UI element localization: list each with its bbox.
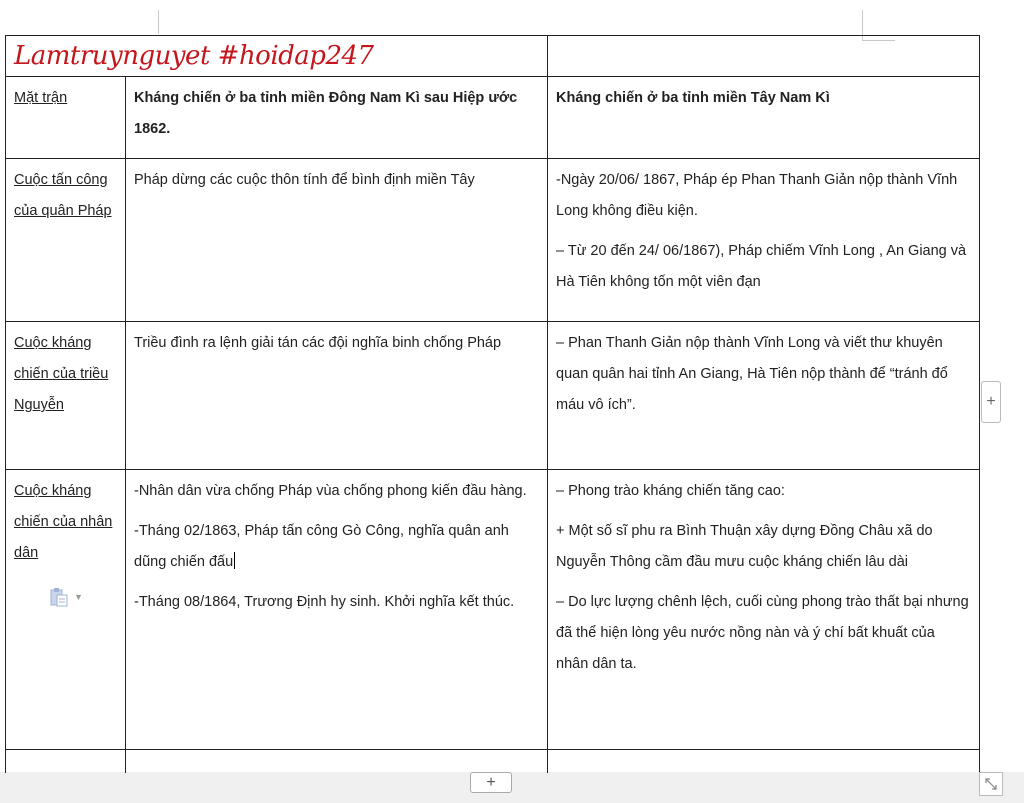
west-paragraph: + Một số sĩ phu ra Bình Thuận xây dựng Đồng Châu xã do Nguyễn Thông cầm đầu mưu cuộc kháng chiến lâu dài [556, 523, 933, 570]
watermark-cell[interactable] [6, 36, 548, 77]
resize-handle[interactable] [979, 772, 1003, 796]
plus-icon: + [986, 393, 996, 410]
editor-bottom-bar [0, 772, 1024, 803]
west-cell[interactable] [548, 322, 980, 470]
document-table [5, 35, 980, 773]
empty-cell[interactable] [548, 750, 980, 773]
resize-icon [984, 777, 998, 791]
header-west-label: Kháng chiến ở ba tỉnh miền Tây Nam Kì [556, 90, 830, 106]
east-paragraph [134, 516, 539, 578]
west-paragraph: – Do lực lượng chênh lệch, cuối cùng phong trào thất bại nhưng đã thể hiện lòng yêu nước nồng nàn và ý chí bất khuất của nhân dân ta. [556, 594, 969, 672]
table-empty-row [6, 750, 980, 773]
add-column-button[interactable] [981, 381, 1001, 423]
header-front-label: Mặt trận [14, 90, 68, 106]
west-paragraph: -Ngày 20/06/ 1867, Pháp ép Phan Thanh Giản nộp thành Vĩnh Long không điều kiện. [556, 172, 958, 219]
header-cell-west[interactable] [548, 77, 980, 159]
text-cursor [234, 552, 235, 569]
empty-title-cell[interactable] [548, 36, 980, 77]
east-paragraph: Pháp dừng các cuộc thôn tính để bình định miền Tây [134, 172, 475, 188]
table-row [6, 159, 980, 322]
table-row [6, 470, 980, 750]
header-cell-front[interactable] [6, 77, 126, 159]
east-cell[interactable] [126, 322, 548, 470]
row-label-cell[interactable] [6, 470, 126, 750]
row-label: Cuộc tấn công của quân Pháp [14, 172, 112, 219]
west-paragraph: – Phong trào kháng chiến tăng cao: [556, 483, 785, 499]
paste-options-icon [50, 587, 68, 607]
east-paragraph: -Tháng 08/1864, Trương Định hy sinh. Khởi nghĩa kết thúc. [134, 594, 515, 610]
west-cell[interactable] [548, 470, 980, 750]
west-paragraph: – Phan Thanh Giản nộp thành Vĩnh Long và viết thư khuyên quan quân hai tỉnh An Giang, Hà Tiên nộp thành để “tránh đổ máu vô ích”. [556, 335, 948, 413]
east-paragraph: Triều đình ra lệnh giải tán các đội nghĩa binh chống Pháp [134, 335, 502, 351]
east-cell[interactable] [126, 470, 548, 750]
table-row [6, 322, 980, 470]
west-cell[interactable] [548, 159, 980, 322]
table-header-row [6, 77, 980, 159]
west-paragraph: – Từ 20 đến 24/ 06/1867), Pháp chiếm Vĩnh Long , An Giang và Hà Tiên không tốn một viên đạn [556, 243, 967, 290]
watermark-signature: Lamtruynguyet #hoidap247 [14, 41, 374, 71]
empty-cell[interactable] [126, 750, 548, 773]
header-cell-east[interactable] [126, 77, 548, 159]
add-row-button[interactable] [470, 772, 512, 793]
paste-options-button[interactable] [50, 587, 84, 607]
row-label: Cuộc kháng chiến của nhân dân [14, 483, 113, 561]
east-paragraph: -Nhân dân vừa chống Pháp vùa chống phong kiến đầu hàng. [134, 483, 527, 499]
row-label-cell[interactable] [6, 159, 126, 322]
chevron-down-icon: ▼ [74, 592, 83, 602]
table-title-row [6, 36, 980, 77]
header-east-label: Kháng chiến ở ba tỉnh miền Đông Nam Kì sau Hiệp ước 1862. [134, 90, 518, 137]
empty-cell[interactable] [6, 750, 126, 773]
row-label: Cuộc kháng chiến của triều Nguyễn [14, 335, 109, 413]
east-paragraph-text: -Tháng 02/1863, Pháp tấn công Gò Công, nghĩa quân anh dũng chiến đấu [134, 523, 509, 570]
east-cell[interactable] [126, 159, 548, 322]
row-label-cell[interactable] [6, 322, 126, 470]
crop-mark-top-left [120, 10, 159, 34]
plus-icon: + [486, 773, 496, 791]
